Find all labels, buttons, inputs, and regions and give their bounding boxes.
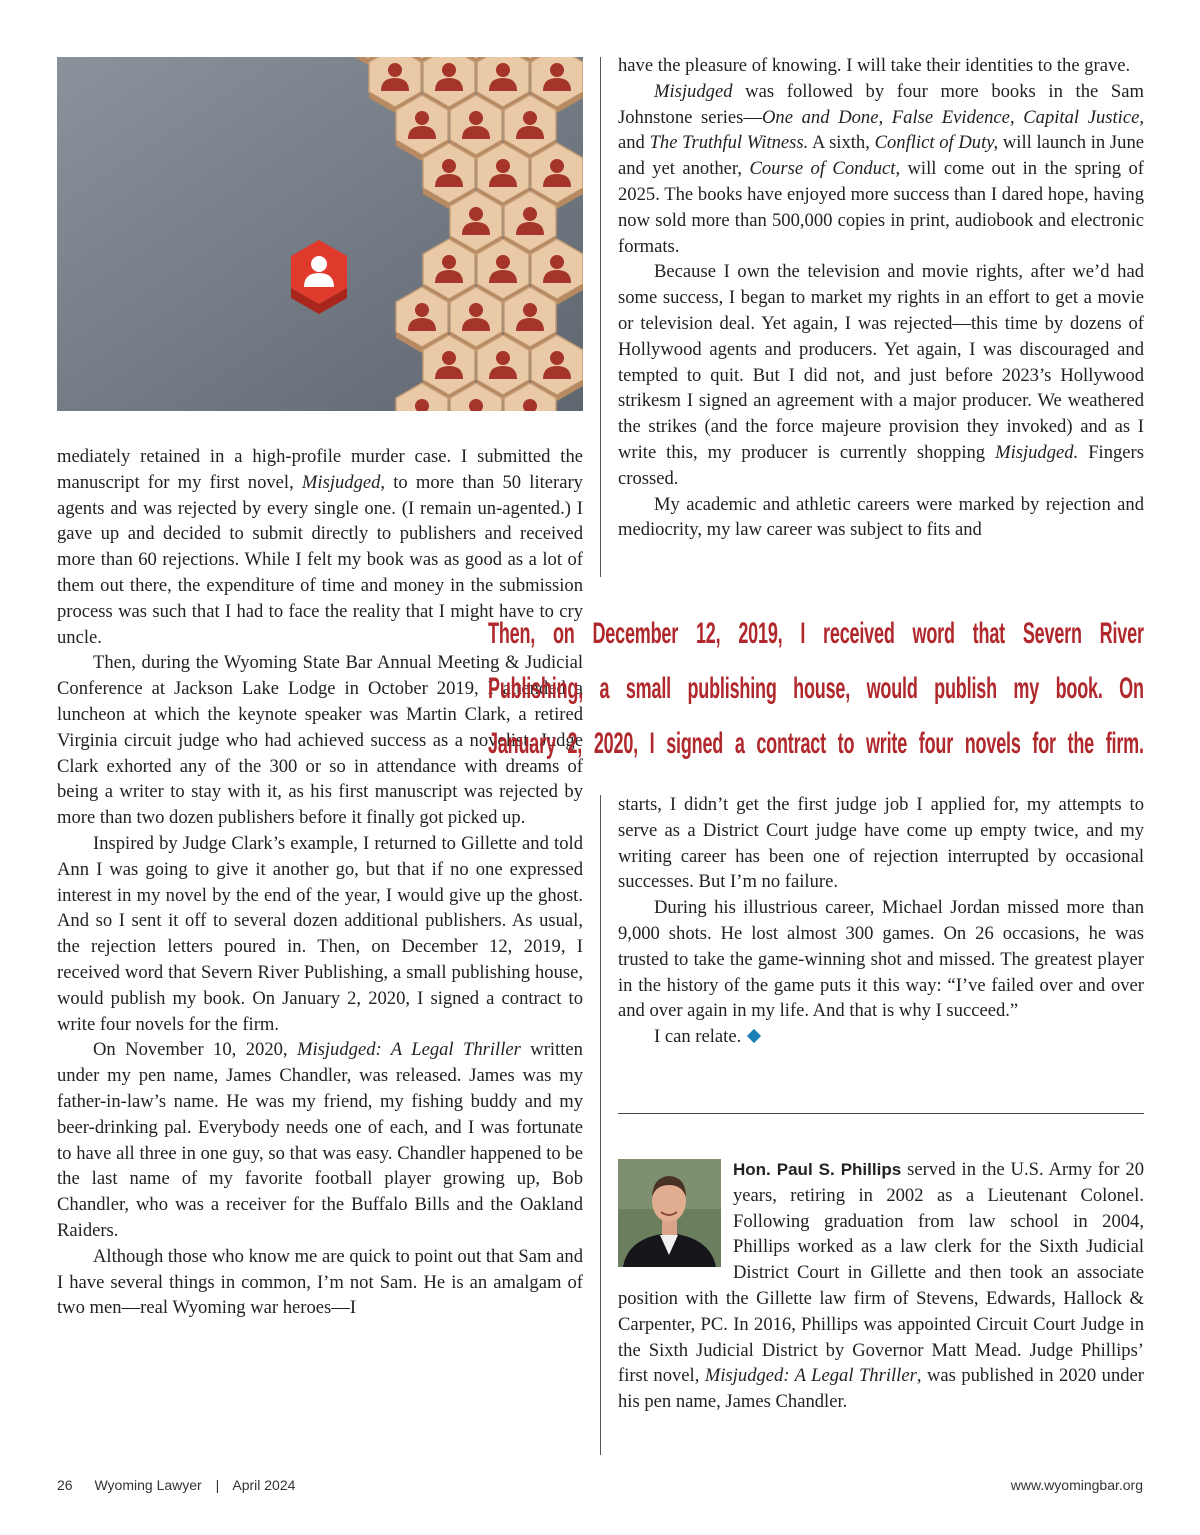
author-name: Hon. Paul S. Phillips [733,1160,902,1179]
text-run: , to more than 50 literary agents and was rejected by every single one. (I remain un-agented.) I gave up and decided to submit directly to publishers and received more than 60 rejections. While I felt my book was as good as a lot of them out there, the expenditure of time and money in the submission process was such that I had to face the reality that I might have to cry uncle. [57,471,583,648]
text-run: , was published in 2020 under his pen name, James Chandler. [618,1365,1144,1413]
paragraph [57,1037,583,1243]
text-run: On November 10, 2020, [93,1039,297,1061]
text-run: Then, during the Wyoming State Bar Annual Meeting & Judicial Conference at Jackson Lake Lodge in October 2019, I attended a luncheon at which the keynote speaker was Martin Clark, a retired Virginia circuit judge who had achieved success as a novelist. Judge Clark exhorted any of the 300 or so in attendance with dreams of being a writer to stay with it, as his first manuscript was rejected by more than two dozen publishers before it finally got picked up. [57,652,583,829]
hexagon-tiles-illustration [57,57,583,411]
text-run: Inspired by Judge Clark’s example, I returned to Gillette and told Ann I was going to give it another go, but that if no one expressed interest in my novel by the end of the year, I would give up the ghost. And so I sent it off to several dozen additional publishers. As usual, the rejection letters poured in. Then, on December 12, 2019, I received word that Severn River Publishing, a small publishing house, would publish my book. On January 2, 2020, I signed a contract to write four novels for the firm. [57,832,583,1035]
text-run: I can relate. [654,1026,742,1048]
paragraph [57,831,583,1037]
paragraph [618,792,1144,895]
end-of-article-diamond-icon [747,1029,761,1043]
article-photo-hexagon-tiles [57,57,583,411]
pull-quote [488,606,1144,771]
pull-quote-line: Publishing, a small publishing house, would publish my book. On [488,672,1144,705]
italic-title: Conflict of Duty, [874,132,999,154]
italic-title: The Truthful Witness. [649,132,809,154]
text-run: mediately retained in a high-profile murder case. I submitted the manuscript for my first novel, [57,446,583,493]
right-column-text-bottom [618,792,1144,1050]
italic-title: Misjudged [654,80,733,102]
italic-title: Misjudged [301,471,381,493]
text-run: My academic and athletic careers were marked by rejection and mediocrity, my law career was subject to fits and [618,493,1144,541]
italic-title: One and Done, False Evidence, Capital Justice, [761,106,1144,128]
page-number: 26 [57,1477,73,1493]
text-run: Fingers crossed. [618,441,1144,489]
paragraph [618,1024,1144,1050]
author-bio [618,1157,1144,1415]
left-column-text [57,444,583,1321]
text-run: written under my pen name, James Chandler, was released. James was my father-in-law’s name. He was my friend, my fishing buddy and my beer-drinking pal. Everybody needs one of each, and I was fortunate to have all three in one guy, so that was easy. Chandler happened to be the last name of my favorite football player growing up, Bob Chandler, who was a receiver for the Buffalo Bills and the Oakland Raiders. [57,1039,583,1241]
pull-quote-line: Then, on December 12, 2019, I received word that Severn River [488,617,1144,650]
column-divider-top [600,57,601,577]
italic-title: Misjudged: A Legal Thriller [297,1039,521,1061]
italic-title: Misjudged. [995,441,1079,463]
paragraph [618,79,1144,260]
page-footer [57,1477,1143,1499]
paragraph [618,895,1144,1024]
text-run: have the pleasure of knowing. I will take their identities to the grave. [618,55,1131,76]
text-run: starts, I didn’t get the first judge job I applied for, my attempts to serve as a District Court judge have come up empty twice, and my writing career has been one of rejection interrupted by occasional successes. But I’m no failure. [618,794,1144,893]
text-run: Although those who know me are quick to point out that Sam and I have several things in common, I’m not Sam. He is an amalgam of two men—real Wyoming war heroes—I [57,1245,583,1319]
issue-date: April 2024 [232,1477,296,1493]
text-run: A sixth, [808,132,875,154]
text-run: and [618,132,650,154]
column-divider-bottom [600,795,601,1455]
footer-separator: | [215,1477,220,1493]
bio-separator-rule [618,1113,1144,1114]
paragraph [618,259,1144,491]
text-run: During his illustrious career, Michael Jordan missed more than 9,000 shots. He lost almost 300 games. On 26 occasions, he was trusted to take the game-winning shot and missed. The greatest player in the history of the game puts it this way: “I’ve failed over and over and over again in my life. And that is why I succeed.” [618,897,1144,1022]
text-run: was followed by four more books in the Sam Johnstone series— [618,80,1144,128]
italic-title: Misjudged: A Legal Thriller [704,1365,917,1387]
paragraph [618,53,1144,79]
paragraph [57,1244,583,1321]
paragraph [618,492,1144,544]
text-run: served in the U.S. Army for 20 years, retiring in 2002 as a Lieutenant Colonel. Following graduation from law school in 2004, Phillips worked as a law clerk for the Sixth Judicial District Court in Gillette and then took an associate position with the Gillette law firm of Stevens, Edwards, Hallock & Carpenter, PC. In 2016, Phillips was appointed Circuit Court Judge in the Sixth Judicial District by Governor Matt Mead. Judge Phillips’ first novel, [618,1159,1144,1387]
portrait-float-spacer [618,1157,733,1269]
website-link[interactable]: www.wyomingbar.org [1010,1477,1143,1493]
publication-name: Wyoming Lawyer [94,1477,202,1493]
text-run: Because I own the television and movie rights, after we’d had some success, I began to market my rights in an effort to get a movie or television deal. Yet again, I was rejected—this time by dozens of Hollywood agents and producers. Yet again, I was discouraged and tempted to quit. But I did not, and just before 2023’s Hollywood strikesm I signed an agreement with a major producer. We weathered the strikes (and the force majeure provision they invoked) and as I write this, my producer is currently shopping [618,261,1144,463]
pull-quote-line: January 2, 2020, I signed a contract to write four novels for the firm. [488,727,1144,760]
right-column-text-top [618,53,1144,543]
italic-title: Course of Conduct [749,158,896,180]
text-run: will launch in June and yet another, [618,132,1145,180]
text-run: , will come out in the spring of 2025. The books have enjoyed more success than I dared hope, having now sold more than 500,000 copies in print, audiobook and electronic formats. [618,158,1144,257]
